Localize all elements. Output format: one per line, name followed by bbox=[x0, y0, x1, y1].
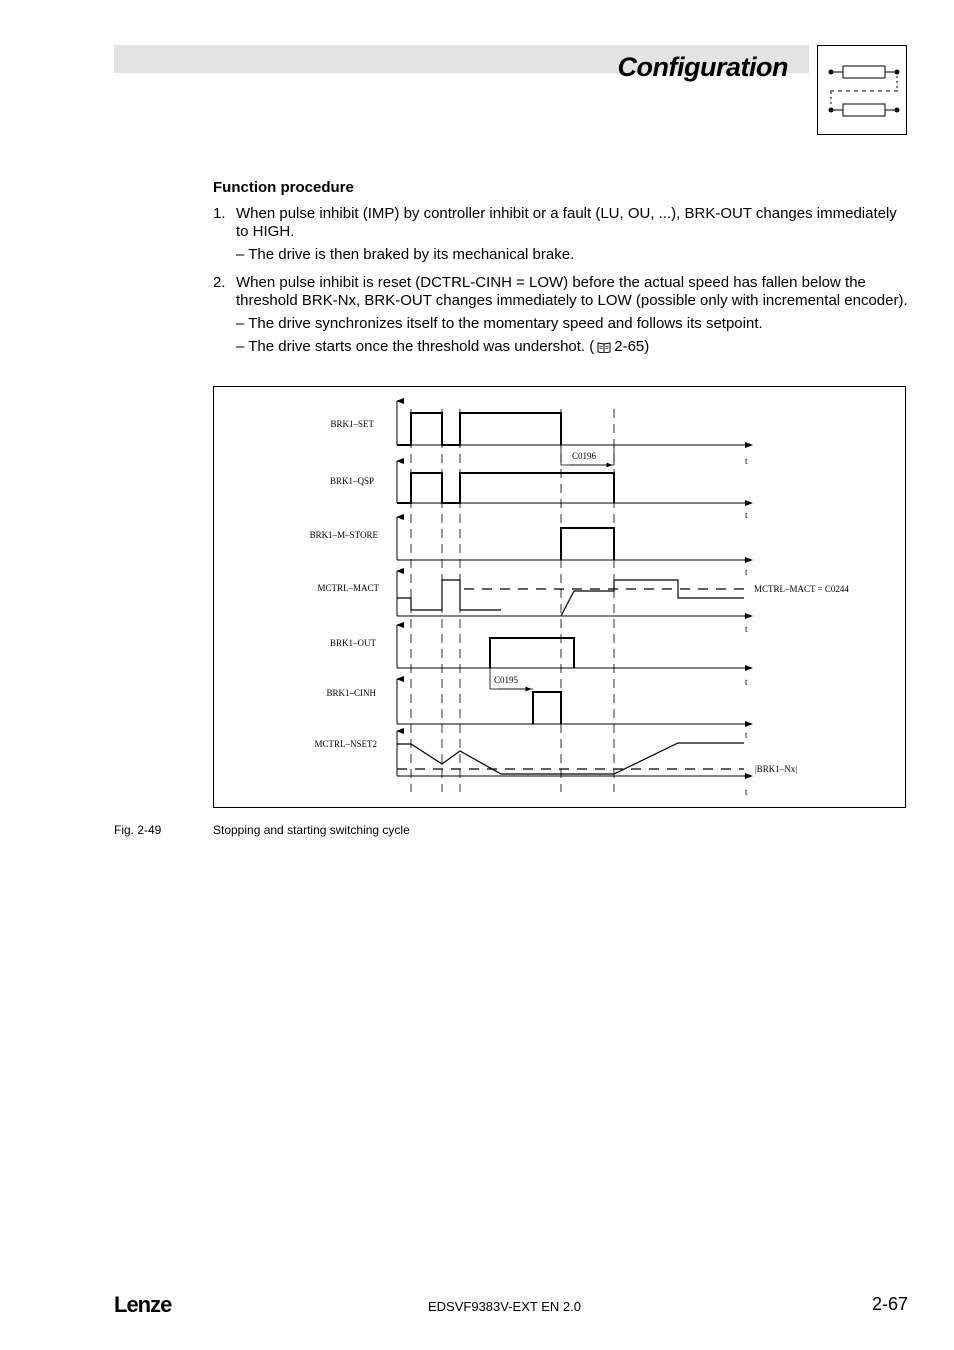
signal-label-brk1-out: BRK1–OUT bbox=[329, 638, 376, 648]
lenze-logo: Lenze bbox=[114, 1292, 172, 1317]
time-axis-label: t bbox=[745, 677, 748, 687]
time-axis-label: t bbox=[745, 456, 748, 466]
time-axis-label: t bbox=[745, 624, 748, 634]
item-text: When pulse inhibit (IMP) by controller inhibit or a fault (LU, OU, ...), BRK-OUT changes immediately to HIGH. bbox=[236, 205, 897, 240]
signal-label-mctrl-mact: MCTRL–MACT bbox=[317, 583, 379, 593]
time-axis-label: t bbox=[745, 567, 748, 577]
time-axis-label: t bbox=[745, 730, 748, 740]
mctrl-mact-wave bbox=[397, 580, 501, 610]
c0195-label: C0195 bbox=[494, 675, 519, 685]
circuit-diagram-icon bbox=[817, 45, 907, 135]
book-reference-icon bbox=[597, 340, 611, 358]
time-axis-label: t bbox=[745, 510, 748, 520]
item-number: 2. bbox=[213, 274, 226, 291]
procedure-item-1 bbox=[213, 205, 913, 264]
page-title: Configuration bbox=[617, 52, 788, 82]
item-subtext-ref: – The drive starts once the threshold was undershot. ( 2-65) bbox=[236, 338, 913, 358]
section-heading: Function procedure bbox=[213, 179, 354, 196]
brk1-qsp-wave bbox=[397, 473, 614, 503]
signal-label-brk1-set: BRK1–SET bbox=[330, 419, 374, 429]
signal-label-mctrl-nset2: MCTRL–NSET2 bbox=[314, 739, 377, 749]
signal-label-brk1-mstore: BRK1–M–STORE bbox=[309, 530, 378, 540]
c0196-label: C0196 bbox=[572, 451, 597, 461]
function-procedure-list bbox=[213, 205, 913, 368]
procedure-item-2 bbox=[213, 274, 913, 358]
mctrl-mact-wave-restart bbox=[561, 580, 744, 616]
mact-reference-label: MCTRL–MACT = C0244 bbox=[754, 584, 849, 594]
brk1-out-wave bbox=[490, 638, 574, 668]
signal-label-brk1-cinh: BRK1–CINH bbox=[326, 688, 376, 698]
figure-caption-text: Stopping and starting switching cycle bbox=[213, 823, 410, 837]
time-axis-label: t bbox=[745, 787, 748, 797]
brk1-mstore-wave bbox=[561, 528, 614, 560]
nx-reference-label: |BRK1–Nx| bbox=[755, 764, 798, 774]
timing-diagram bbox=[213, 386, 906, 808]
page-number: 2-67 bbox=[871, 1294, 908, 1314]
item-text: When pulse inhibit is reset (DCTRL-CINH = LOW) before the actual speed has fallen below the threshold BRK-Nx, BRK-OUT changes immediately to LOW (possible only with incremental encoder). bbox=[236, 274, 908, 309]
brk1-set-wave bbox=[397, 413, 561, 445]
figure-caption-number: Fig. 2-49 bbox=[114, 823, 162, 837]
brk1-cinh-wave bbox=[533, 692, 561, 724]
item-subtext: – The drive synchronizes itself to the momentary speed and follows its setpoint. bbox=[236, 315, 763, 332]
document-id: EDSVF9383V-EXT EN 2.0 bbox=[428, 1299, 581, 1314]
signal-label-brk1-qsp: BRK1–QSP bbox=[329, 476, 374, 486]
item-number: 1. bbox=[213, 205, 226, 222]
item-subtext: – The drive is then braked by its mechanical brake. bbox=[236, 246, 575, 263]
